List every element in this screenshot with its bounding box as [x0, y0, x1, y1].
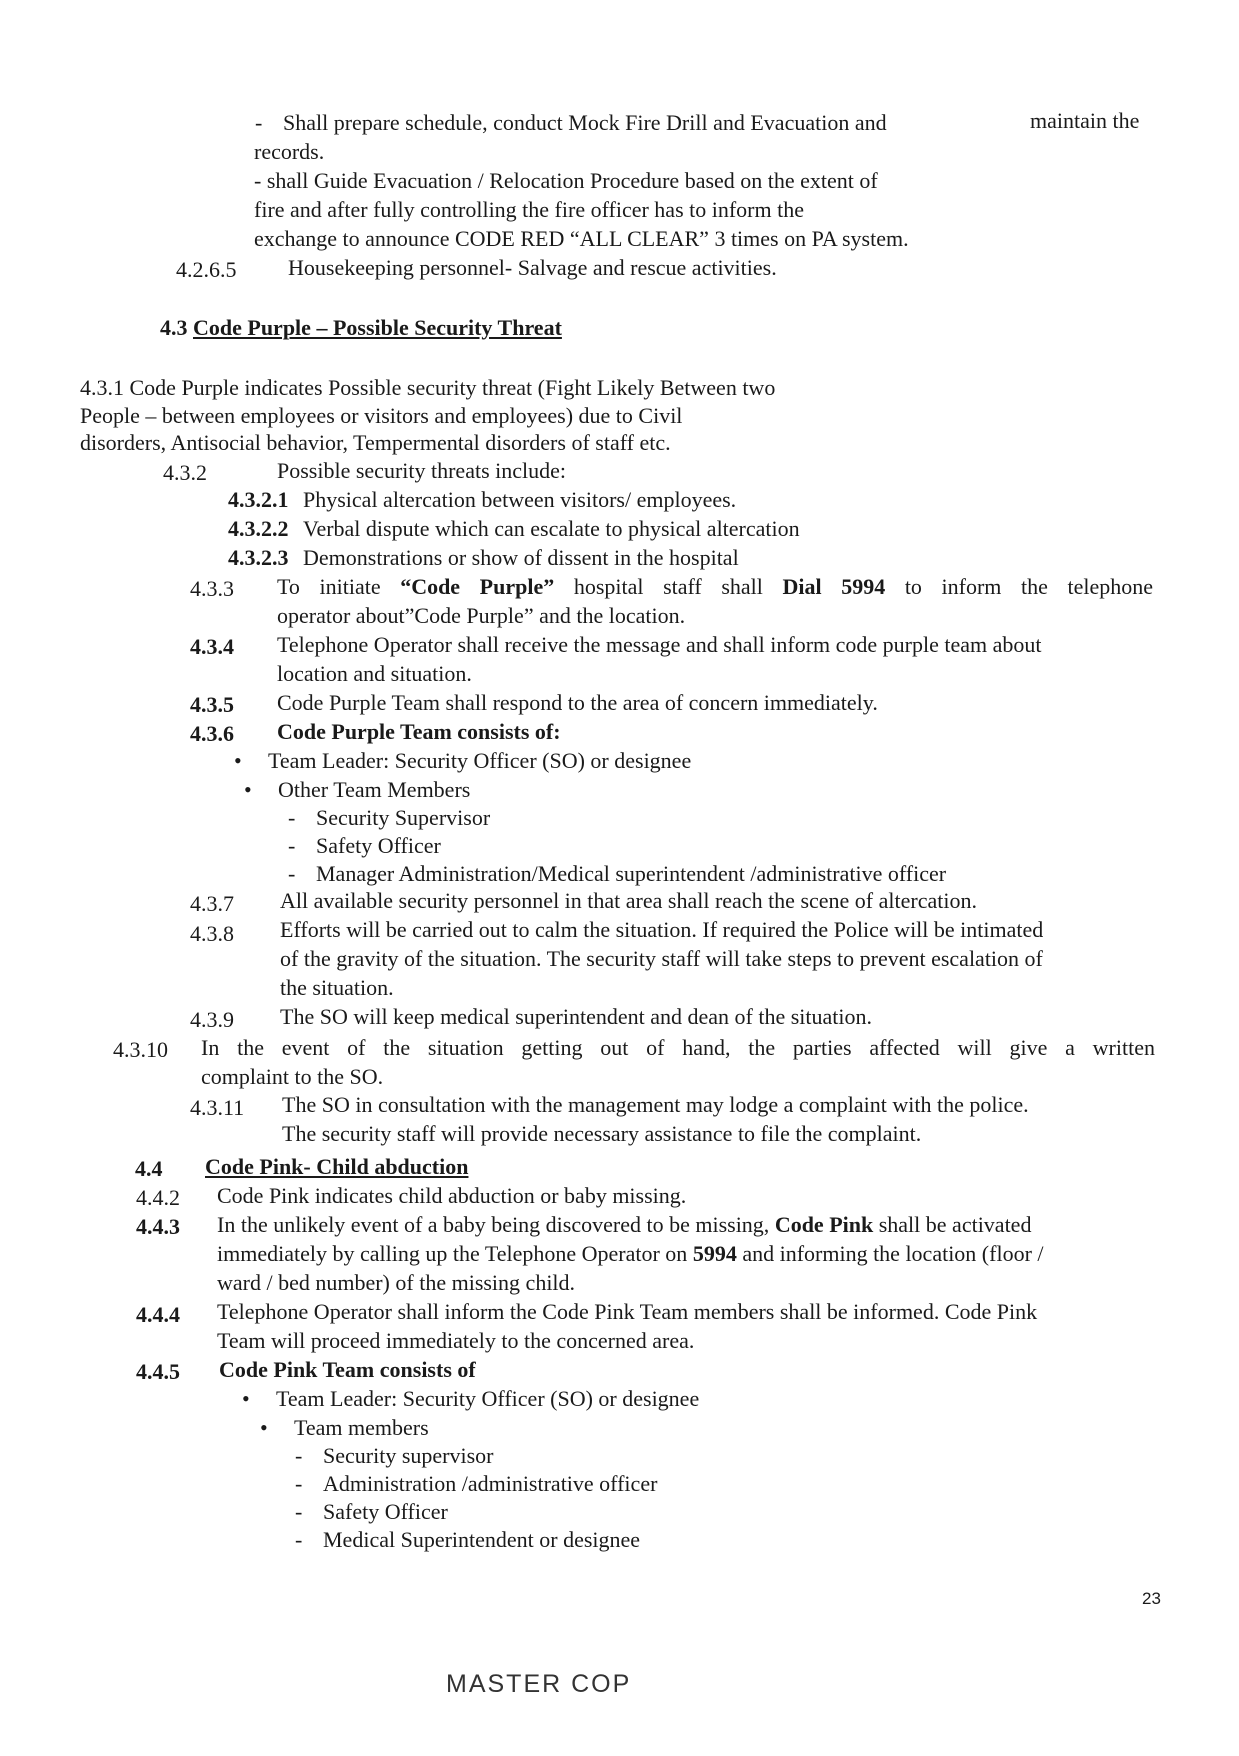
item-number-4311: 4.3.11: [190, 1095, 245, 1120]
item-text-443-line1: [217, 1210, 1031, 1239]
item-text-439: The SO will keep medical superintendent and dean of the situation.: [280, 1004, 873, 1029]
fire-schedule-line: [283, 108, 887, 137]
item-text-442: Code Pink indicates child abduction or baby missing.: [217, 1183, 687, 1208]
item-number-437: 4.3.7: [190, 891, 234, 916]
item-text-4322: Verbal dispute which can escalate to physical altercation: [303, 516, 800, 541]
text-443-code-pink: Code Pink: [774, 1212, 874, 1237]
page-number: 23: [1142, 1589, 1161, 1608]
para-431-line1: 4.3.1 Code Purple indicates Possible security threat (Fight Likely Between two: [80, 375, 776, 400]
item-number-4310: 4.3.10: [113, 1037, 168, 1062]
para-431-line2: People – between employees or visitors and employees) due to Civil: [80, 403, 683, 428]
section-number-purple: 4.3: [160, 315, 188, 340]
item-text-438-line3: the situation.: [280, 975, 394, 1000]
item-number-443: 4.4.3: [136, 1214, 180, 1239]
pink-team-leader: • Team Leader: Security Officer (SO) or designee: [276, 1384, 699, 1413]
item-text-4265: Housekeeping personnel- Salvage and rescue activities.: [288, 255, 777, 280]
fire-control-line: fire and after fully controlling the fire officer has to inform the: [254, 197, 804, 222]
item-text-436: Code Purple Team consists of:: [277, 719, 561, 744]
section-title-pink: Code Pink- Child abduction: [205, 1154, 469, 1179]
purple-member-manager-admin: - Manager Administration/Medical superintendent /administrative officer: [316, 859, 946, 888]
item-number-433: 4.3.3: [190, 576, 234, 601]
item-number-432: 4.3.2: [163, 460, 207, 485]
text-433-code-purple: “Code Purple”: [400, 574, 555, 599]
item-text-4310-line1: In the event of the situation getting out of hand, the parties affected will give a written: [201, 1035, 1155, 1060]
section-heading-purple: [160, 313, 562, 342]
item-number-442: 4.4.2: [136, 1185, 180, 1210]
text-443-c: shall be activated: [878, 1212, 1032, 1237]
item-text-438-line2: of the gravity of the situation. The security staff will take steps to prevent escalation of: [280, 946, 1043, 971]
item-text-445: Code Pink Team consists of: [219, 1357, 476, 1382]
para-431-line3: disorders, Antisocial behavior, Tempermental disorders of staff etc.: [80, 430, 671, 455]
pink-member-security-supervisor: - Security supervisor: [323, 1441, 493, 1470]
item-number-438: 4.3.8: [190, 921, 234, 946]
purple-member-security-supervisor: - Security Supervisor: [316, 803, 490, 832]
master-copy-stamp: MASTER COP: [446, 1670, 632, 1698]
item-text-435: Code Purple Team shall respond to the area of concern immediately.: [277, 690, 878, 715]
item-text-438-line1: Efforts will be carried out to calm the situation. If required the Police will be intimated: [280, 917, 1044, 942]
text-443-number: 5994: [692, 1241, 737, 1266]
item-text-4321: Physical altercation between visitors/ employees.: [303, 487, 737, 512]
item-text-444-line2: Team will proceed immediately to the concerned area.: [217, 1328, 695, 1353]
item-text-4323: Demonstrations or show of dissent in the hospital: [303, 545, 739, 570]
purple-other-members: • Other Team Members: [278, 775, 470, 804]
item-text-437: All available security personnel in that area shall reach the scene of altercation.: [280, 888, 977, 913]
pink-member-administration: - Administration /administrative officer: [323, 1469, 657, 1498]
item-number-435: 4.3.5: [190, 692, 234, 717]
item-text-4311-line1: The SO in consultation with the management may lodge a complaint with the police.: [282, 1092, 1029, 1117]
purple-team-leader: • Team Leader: Security Officer (SO) or designee: [268, 746, 691, 775]
purple-member-safety-officer: - Safety Officer: [316, 831, 441, 860]
item-text-444-line1: Telephone Operator shall inform the Code Pink Team members shall be informed. Code Pink: [217, 1299, 1038, 1324]
item-text-434-line1: Telephone Operator shall receive the message and shall inform code purple team about: [277, 632, 1042, 657]
item-text-443-line3: ward / bed number) of the missing child.: [217, 1270, 576, 1295]
pink-member-safety-officer: - Safety Officer: [323, 1497, 448, 1526]
item-number-436: 4.3.6: [190, 721, 234, 746]
section-number-pink: 4.4: [135, 1156, 163, 1181]
item-number-444: 4.4.4: [136, 1302, 180, 1327]
item-number-4321: 4.3.2.1: [228, 487, 289, 512]
text-443-a: In the unlikely event of a baby being discovered to be missing,: [217, 1212, 770, 1237]
fire-schedule-text: Shall prepare schedule, conduct Mock Fire Drill and Evacuation and: [283, 110, 887, 135]
item-text-443-line2: [217, 1239, 1044, 1268]
item-number-4265: 4.2.6.5: [176, 257, 237, 282]
text-433-e: to inform the telephone: [904, 574, 1153, 599]
item-text-432: Possible security threats include:: [277, 458, 566, 483]
pink-member-medical-superintendent: - Medical Superintendent or designee: [323, 1525, 640, 1554]
fire-evacuation-line: - shall Guide Evacuation / Relocation Procedure based on the extent of: [254, 168, 878, 193]
fire-schedule-line-tail: maintain the: [1030, 108, 1140, 133]
item-number-445: 4.4.5: [136, 1359, 180, 1384]
text-433-c: hospital staff shall: [573, 574, 763, 599]
text-443-e: and informing the location (floor /: [742, 1241, 1044, 1266]
text-433-a: To initiate: [277, 574, 381, 599]
item-number-4322: 4.3.2.2: [228, 516, 289, 541]
section-title-purple: Code Purple – Possible Security Threat: [193, 315, 562, 340]
pink-team-members: • Team members: [294, 1413, 429, 1442]
item-text-433-line2: operator about”Code Purple” and the location.: [277, 603, 686, 628]
fire-all-clear-line: exchange to announce CODE RED “ALL CLEAR” 3 times on PA system.: [254, 226, 909, 251]
item-text-433-line1: [277, 572, 1153, 601]
item-text-4310-line2: complaint to the SO.: [201, 1064, 384, 1089]
fire-records-line: records.: [254, 139, 325, 164]
item-number-439: 4.3.9: [190, 1007, 234, 1032]
item-text-434-line2: location and situation.: [277, 661, 472, 686]
item-text-4311-line2: The security staff will provide necessary assistance to file the complaint.: [282, 1121, 922, 1146]
item-number-4323: 4.3.2.3: [228, 545, 289, 570]
item-number-434: 4.3.4: [190, 634, 234, 659]
text-443-d: immediately by calling up the Telephone Operator on: [217, 1241, 688, 1266]
text-433-dial: Dial 5994: [782, 574, 886, 599]
